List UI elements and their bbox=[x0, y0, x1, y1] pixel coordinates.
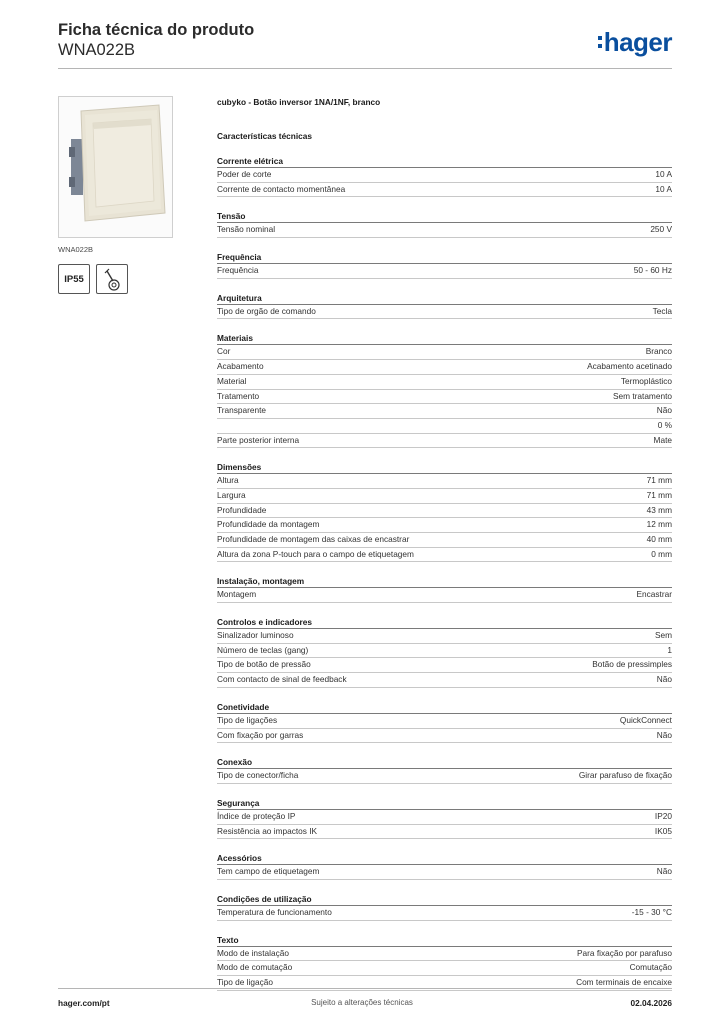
spec-group-title: Condições de utilização bbox=[217, 893, 312, 904]
spec-value: Botão de pressimples bbox=[592, 659, 672, 670]
spec-row bbox=[217, 673, 672, 688]
logo-colon-icon bbox=[598, 32, 602, 52]
spec-group-title: Segurança bbox=[217, 797, 260, 808]
spec-label: Profundidade bbox=[217, 504, 267, 515]
spec-value: 71 mm bbox=[646, 489, 672, 500]
spec-group bbox=[217, 461, 672, 562]
hager-logo bbox=[598, 28, 672, 56]
logo-text: hager bbox=[603, 26, 672, 57]
spec-group-title: Instalação, montagem bbox=[217, 576, 305, 587]
spec-value: 0 % bbox=[657, 419, 672, 430]
spec-group bbox=[217, 251, 672, 279]
spec-row bbox=[217, 644, 672, 659]
spec-value: 1 bbox=[667, 644, 672, 655]
spec-row bbox=[217, 504, 672, 519]
spec-label: Cor bbox=[217, 346, 231, 357]
specifications bbox=[217, 96, 672, 991]
spec-row bbox=[217, 375, 672, 390]
spec-value: Sem tratamento bbox=[612, 390, 672, 401]
spec-group-title: Conetividade bbox=[217, 701, 270, 712]
spec-label: Transparente bbox=[217, 405, 267, 416]
spec-value: 0 mm bbox=[651, 548, 672, 559]
spec-group bbox=[217, 575, 672, 603]
product-code: WNA022B bbox=[58, 41, 136, 59]
spec-row bbox=[217, 769, 672, 784]
spec-row bbox=[217, 533, 672, 548]
image-caption: WNA022B bbox=[58, 245, 94, 254]
spec-group bbox=[217, 155, 672, 197]
spec-value: Para fixação por parafuso bbox=[576, 947, 672, 958]
spec-label: Índice de proteção IP bbox=[217, 810, 296, 821]
spec-value: 12 mm bbox=[646, 519, 672, 530]
spec-row bbox=[217, 474, 672, 489]
spec-label: Tipo de ligações bbox=[217, 714, 278, 725]
section-title: Características técnicas bbox=[217, 131, 313, 141]
spec-row bbox=[217, 548, 672, 563]
footer-divider bbox=[58, 988, 672, 989]
spec-row bbox=[217, 183, 672, 198]
spec-value: Não bbox=[656, 729, 672, 740]
spec-value: Sem bbox=[654, 630, 672, 641]
spec-label: Corrente de contacto momentânea bbox=[217, 183, 346, 194]
spec-value: Termoplástico bbox=[620, 375, 672, 386]
spec-label: Número de teclas (gang) bbox=[217, 644, 309, 655]
spec-group bbox=[217, 756, 672, 784]
spec-value: Não bbox=[656, 866, 672, 877]
spec-group bbox=[217, 292, 672, 320]
footer-website[interactable]: hager.com/pt bbox=[58, 998, 110, 1008]
spec-value: 10 A bbox=[655, 169, 672, 179]
spec-label: Sinalizador luminoso bbox=[217, 630, 294, 641]
spec-row bbox=[217, 305, 672, 320]
spec-label: Altura bbox=[217, 475, 239, 486]
spec-group bbox=[217, 893, 672, 921]
spec-value: Com terminais de encaixe bbox=[576, 977, 672, 987]
spec-groups bbox=[217, 155, 672, 991]
spec-row bbox=[217, 390, 672, 405]
spec-row bbox=[217, 961, 672, 976]
spec-group-title: Tensão bbox=[217, 211, 246, 222]
spec-value: 250 V bbox=[650, 224, 672, 235]
spec-label: Modo de instalação bbox=[217, 947, 289, 958]
spec-row bbox=[217, 588, 672, 603]
spec-label: Altura da zona P-touch para o campo de etiquetagem bbox=[217, 548, 414, 559]
spec-label: Largura bbox=[217, 489, 246, 500]
spec-label: Tratamento bbox=[217, 390, 260, 401]
spec-value: 71 mm bbox=[646, 475, 672, 486]
spec-group bbox=[217, 934, 672, 991]
product-image bbox=[58, 96, 173, 238]
spec-value: Branco bbox=[645, 346, 672, 357]
spec-row bbox=[217, 345, 672, 360]
spec-row bbox=[217, 518, 672, 533]
product-description: cubyko - Botão inversor 1NA/1NF, branco bbox=[217, 97, 381, 107]
product-image-panel bbox=[58, 96, 198, 294]
spec-row bbox=[217, 419, 672, 434]
spec-value: Comutação bbox=[629, 962, 672, 973]
spec-label: Tipo de ligação bbox=[217, 977, 273, 987]
ip55-badge: IP55 bbox=[58, 264, 90, 294]
switch-product-illustration bbox=[59, 97, 173, 238]
spec-label: Profundidade da montagem bbox=[217, 519, 320, 530]
spec-label: Tipo de botão de pressão bbox=[217, 659, 311, 670]
spec-group bbox=[217, 332, 672, 448]
spec-row bbox=[217, 906, 672, 921]
header-divider bbox=[58, 68, 672, 69]
spec-label: Tem campo de etiquetagem bbox=[217, 866, 320, 877]
spec-label: Parte posterior interna bbox=[217, 434, 300, 445]
spec-group-title: Controlos e indicadores bbox=[217, 617, 312, 628]
spec-group-title: Materiais bbox=[217, 333, 253, 344]
spec-row bbox=[217, 714, 672, 729]
spec-value: IK05 bbox=[654, 825, 672, 836]
spec-group-title: Conexão bbox=[217, 757, 253, 768]
spec-label: Frequência bbox=[217, 265, 259, 276]
spec-label: Com fixação por garras bbox=[217, 729, 304, 740]
spec-value: Encastrar bbox=[636, 589, 672, 600]
spec-label: Material bbox=[217, 375, 247, 386]
spec-value: Não bbox=[656, 405, 672, 416]
spec-label: Tipo de conector/ficha bbox=[217, 770, 299, 781]
spec-value: -15 - 30 °C bbox=[631, 906, 672, 917]
spec-value: 40 mm bbox=[646, 534, 672, 544]
spec-row bbox=[217, 947, 672, 962]
spec-label: Tensão nominal bbox=[217, 224, 276, 235]
spec-value: 50 - 60 Hz bbox=[633, 265, 672, 276]
footer-date: 02.04.2026 bbox=[630, 998, 672, 1008]
spec-row bbox=[217, 865, 672, 880]
spec-row bbox=[217, 360, 672, 375]
spec-label: Tipo de orgão de comando bbox=[217, 305, 316, 316]
spec-value: 43 mm bbox=[646, 504, 672, 515]
spec-group-title: Corrente elétrica bbox=[217, 156, 283, 166]
spec-group bbox=[217, 852, 672, 880]
footer-notice: Sujeito a alterações técnicas bbox=[311, 998, 413, 1007]
spec-row bbox=[217, 168, 672, 183]
spec-row bbox=[217, 825, 672, 840]
spec-row bbox=[217, 489, 672, 504]
spec-row bbox=[217, 264, 672, 279]
spec-group-title: Arquitetura bbox=[217, 292, 262, 303]
hand-pointer-icon bbox=[96, 264, 128, 294]
spec-value: 10 A bbox=[655, 183, 672, 194]
spec-label: Temperatura de funcionamento bbox=[217, 906, 332, 917]
spec-label: Montagem bbox=[217, 589, 257, 600]
spec-value: Não bbox=[656, 674, 672, 685]
page-header bbox=[58, 20, 672, 72]
spec-group-title: Texto bbox=[217, 934, 239, 945]
spec-value: IP20 bbox=[654, 810, 672, 821]
spec-label: Acabamento bbox=[217, 361, 264, 372]
spec-group-title: Dimensões bbox=[217, 462, 262, 473]
spec-label: Modo de comutação bbox=[217, 962, 293, 973]
spec-row bbox=[217, 629, 672, 644]
spec-group bbox=[217, 210, 672, 238]
spec-value: Acabamento acetinado bbox=[587, 361, 672, 372]
spec-value: Tecla bbox=[652, 305, 672, 316]
spec-group bbox=[217, 701, 672, 743]
spec-label: Profundidade de montagem das caixas de encastrar bbox=[217, 534, 410, 544]
document-title: Ficha técnica do produto bbox=[58, 21, 255, 39]
spec-group-title: Acessórios bbox=[217, 853, 262, 864]
spec-value: Mate bbox=[653, 434, 672, 445]
spec-group-title: Frequência bbox=[217, 252, 262, 263]
spec-group bbox=[217, 797, 672, 839]
badge-row bbox=[58, 264, 198, 294]
spec-label: Poder de corte bbox=[217, 169, 272, 179]
spec-row bbox=[217, 404, 672, 419]
spec-row bbox=[217, 729, 672, 744]
spec-label: Com contacto de sinal de feedback bbox=[217, 674, 347, 685]
spec-row bbox=[217, 810, 672, 825]
spec-row bbox=[217, 658, 672, 673]
spec-label: Resistência ao impactos IK bbox=[217, 825, 318, 836]
spec-value: Girar parafuso de fixação bbox=[578, 770, 672, 781]
spec-row bbox=[217, 223, 672, 238]
spec-group bbox=[217, 616, 672, 688]
spec-row bbox=[217, 434, 672, 449]
spec-value: QuickConnect bbox=[619, 714, 672, 725]
